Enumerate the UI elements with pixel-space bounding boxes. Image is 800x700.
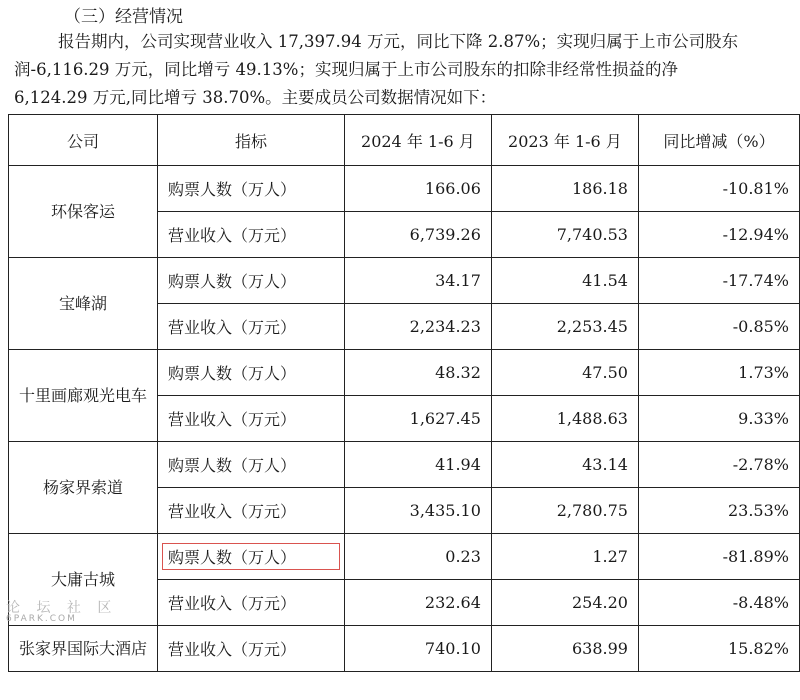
change-cell: -2.78% — [638, 442, 799, 488]
table-row — [9, 626, 800, 672]
change-cell: 1.73% — [638, 350, 799, 396]
value-2023-cell: 2,253.45 — [491, 304, 638, 350]
value-2023-cell: 638.99 — [491, 626, 638, 672]
paragraph-line-2: 润-6,116.29 万元，同比增亏 49.13%；实现归属于上市公司股东的扣除非经常性损益的净 — [14, 60, 678, 79]
value-2023-cell: 7,740.53 — [491, 212, 638, 258]
change-cell: 9.33% — [638, 396, 799, 442]
header-metric: 指标 — [158, 115, 345, 166]
change-cell: -8.48% — [638, 580, 799, 626]
metric-cell: 营业收入（万元） — [158, 304, 345, 350]
company-cell: 杨家界索道 — [9, 442, 158, 534]
metric-label: 购票人数（万人） — [168, 548, 297, 567]
value-2024-cell: 740.10 — [344, 626, 491, 672]
value-2024-cell: 6,739.26 — [344, 212, 491, 258]
company-cell: 环保客运 — [9, 166, 158, 258]
watermark-line-1: 论 坛 社 区 — [6, 600, 118, 616]
table-row — [9, 258, 800, 304]
paragraph-line-3: 6,124.29 万元,同比增亏 38.70%。主要成员公司数据情况如下： — [14, 88, 497, 107]
value-2024-cell: 3,435.10 — [344, 488, 491, 534]
value-2023-cell: 41.54 — [491, 258, 638, 304]
metric-cell: 购票人数（万人） — [158, 258, 345, 304]
company-cell: 宝峰湖 — [9, 258, 158, 350]
value-2024-cell: 232.64 — [344, 580, 491, 626]
value-2023-cell: 254.20 — [491, 580, 638, 626]
value-2023-cell: 47.50 — [491, 350, 638, 396]
metric-cell — [158, 534, 345, 580]
header-2023: 2023 年 1-6 月 — [491, 115, 638, 166]
company-cell: 张家界国际大酒店 — [9, 626, 158, 672]
value-2023-cell: 1,488.63 — [491, 396, 638, 442]
metric-cell: 购票人数（万人） — [158, 442, 345, 488]
table-header-row — [9, 115, 800, 166]
value-2023-cell: 186.18 — [491, 166, 638, 212]
watermark — [6, 600, 118, 625]
change-cell: 15.82% — [638, 626, 799, 672]
table-row — [9, 534, 800, 580]
company-data-table — [8, 114, 800, 672]
metric-cell: 购票人数（万人） — [158, 166, 345, 212]
metric-cell: 营业收入（万元） — [158, 488, 345, 534]
value-2024-cell: 166.06 — [344, 166, 491, 212]
value-2024-cell: 48.32 — [344, 350, 491, 396]
value-2024-cell: 34.17 — [344, 258, 491, 304]
section-heading: （三）经营情况 — [64, 7, 183, 27]
change-cell: -10.81% — [638, 166, 799, 212]
header-change: 同比增减（%） — [638, 115, 799, 166]
value-2024-cell: 1,627.45 — [344, 396, 491, 442]
change-cell: -17.74% — [638, 258, 799, 304]
table-row — [9, 166, 800, 212]
company-cell: 大庸古城 — [9, 534, 158, 626]
metric-cell: 营业收入（万元） — [158, 626, 345, 672]
value-2024-cell: 2,234.23 — [344, 304, 491, 350]
value-2023-cell: 43.14 — [491, 442, 638, 488]
metric-cell: 营业收入（万元） — [158, 396, 345, 442]
change-cell: -0.85% — [638, 304, 799, 350]
metric-cell: 购票人数（万人） — [158, 350, 345, 396]
paragraph-line-1: 报告期内，公司实现营业收入 17,397.94 万元，同比下降 2.87%；实现归属于上市公司股东 — [58, 32, 739, 51]
metric-cell: 营业收入（万元） — [158, 212, 345, 258]
table-row — [9, 442, 800, 488]
watermark-line-2: 6PARK.COM — [6, 614, 77, 624]
header-company: 公司 — [9, 115, 158, 166]
company-cell: 十里画廊观光电车 — [9, 350, 158, 442]
header-2024: 2024 年 1-6 月 — [344, 115, 491, 166]
change-cell: -81.89% — [638, 534, 799, 580]
value-2024-cell: 41.94 — [344, 442, 491, 488]
metric-cell: 营业收入（万元） — [158, 580, 345, 626]
value-2023-cell: 1.27 — [491, 534, 638, 580]
change-cell: 23.53% — [638, 488, 799, 534]
value-2023-cell: 2,780.75 — [491, 488, 638, 534]
table-row — [9, 350, 800, 396]
change-cell: -12.94% — [638, 212, 799, 258]
value-2024-cell: 0.23 — [344, 534, 491, 580]
